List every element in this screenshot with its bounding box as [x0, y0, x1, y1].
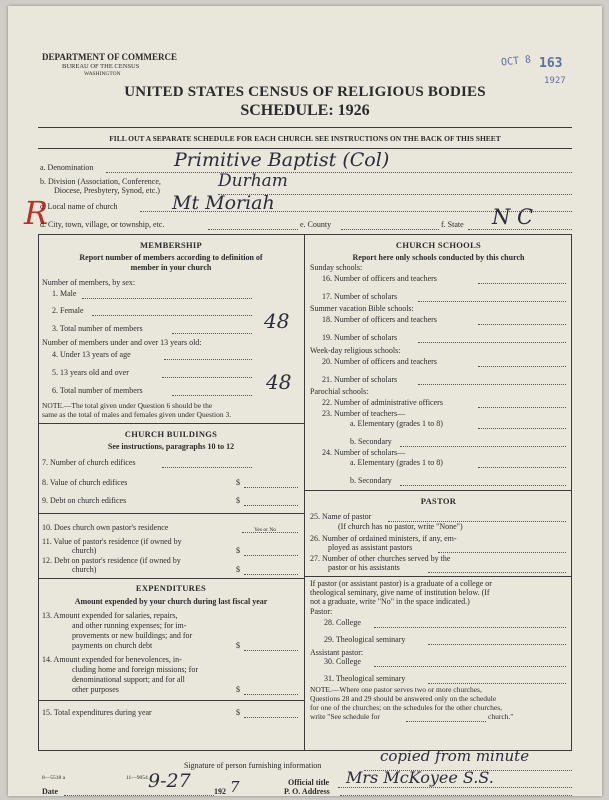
city-label: d. City, town, village, or township, etc. — [40, 220, 165, 229]
division-label: b. Division (Association, Conference, — [40, 177, 161, 186]
q29-seminary: 29. Theological seminary — [324, 635, 406, 644]
q21: 21. Number of scholars — [322, 375, 398, 384]
instruction-banner: FILL OUT A SEPARATE SCHEDULE FOR EACH CHURCH. SEE INSTRUCTIONS ON THE BACK OF THIS SHEET — [109, 134, 501, 143]
membership-intro: Report number of members according to definition of — [79, 253, 263, 262]
q11-church: church) — [72, 546, 97, 555]
buildings-heading: CHURCH BUILDINGS — [124, 429, 218, 439]
q23b: b. Secondary — [350, 437, 392, 446]
received-stamp-date: OCT 8 — [500, 54, 532, 69]
membership-note: NOTE.—The total given under Question 6 should be the — [42, 401, 213, 410]
q25-name-of-pastor: 25. Name of pastor — [310, 512, 372, 521]
q13-line-2: and other running expenses; for im- — [72, 621, 187, 630]
expenditures-heading: EXPENDITURES — [135, 583, 207, 593]
form-number: 8—5518 a — [42, 775, 66, 781]
bureau-name: BUREAU OF THE CENSUS — [62, 63, 140, 70]
local-name-value: Mt Moriah — [172, 192, 275, 214]
buildings-intro: See instructions, paragraphs 10 to 12 — [107, 442, 235, 451]
q7-edifices: 7. Number of church edifices — [42, 458, 136, 467]
q9-dollar: $ — [236, 496, 240, 505]
local-name-label: c. Local name of church — [40, 202, 118, 211]
parochial-schools-label: Parochial schools: — [310, 387, 369, 396]
q11-dollar: $ — [236, 546, 240, 555]
yes-or-no-hint: Yes or No — [254, 527, 277, 533]
q8-value-edifices: 8. Value of church edifices — [42, 478, 128, 487]
city-name: WASHINGTON — [84, 71, 121, 77]
q2-female: 2. Female — [52, 306, 84, 315]
q27: 27. Number of other churches served by the — [310, 554, 451, 563]
signature-label: Signature of person furnishing information — [184, 761, 322, 770]
q14-line-3: denominational support; and for all — [72, 675, 185, 684]
q5-13-and-over: 5. 13 years old and over — [52, 368, 129, 377]
q19: 19. Number of scholars — [322, 333, 398, 342]
q8-dollar: $ — [236, 478, 240, 487]
summer-schools-label: Summer vacation Bible schools: — [310, 304, 414, 313]
signature-value: copied from minute — [380, 747, 530, 765]
form-subtitle: SCHEDULE: 1926 — [240, 102, 370, 119]
church-schools-intro: Report here only schools conducted by this church — [352, 253, 525, 262]
state-value: N C — [492, 205, 534, 229]
graduate-intro-2: theological seminary, give name of institution below. (If — [310, 588, 490, 597]
red-check-mark: R — [24, 194, 49, 232]
q14-line-2: cluding home and foreign missions; for — [72, 665, 198, 674]
q14-dollar: $ — [236, 685, 240, 694]
q23: 23. Number of teachers— — [322, 409, 406, 418]
q25-hint: (If church has no pastor, write "None") — [338, 522, 463, 531]
weekday-schools-label: Week-day religious schools: — [310, 346, 401, 355]
q3-total-value: 48 — [264, 309, 290, 333]
q12-church: church) — [72, 565, 97, 574]
sunday-schools-label: Sunday schools: — [310, 263, 363, 272]
state-label: f. State — [441, 220, 464, 229]
q3-total: 3. Total number of members — [52, 324, 143, 333]
q24: 24. Number of scholars— — [322, 448, 406, 457]
date-label: Date — [42, 787, 58, 796]
q13-line-1: 13. Amount expended for salaries, repairs, — [42, 611, 178, 620]
pastor-note-2: Questions 28 and 29 should be answered only on the schedule — [310, 694, 497, 703]
age-intro: Number of members under and over 13 years old: — [42, 338, 202, 347]
official-title-value: Mrs McKoyee S.S. — [346, 768, 494, 787]
q22: 22. Number of administrative officers — [322, 398, 443, 407]
q24a: a. Elementary (grades 1 to 8) — [350, 458, 443, 467]
q11-value-residence: 11. Value of pastor's residence (if owned by — [42, 537, 182, 546]
q28-college: 28. College — [324, 618, 361, 627]
q31-seminary: 31. Theological seminary — [324, 674, 406, 683]
official-title-label: Official title — [288, 778, 330, 787]
q15-total-expenditures: 15. Total expenditures during year — [42, 708, 152, 717]
denomination-value: Primitive Baptist (Col) — [174, 149, 390, 171]
q13-line-4: payments on church debt — [72, 641, 153, 650]
q10-owns-residence: 10. Does church own pastor's residence — [42, 523, 169, 532]
q23a: a. Elementary (grades 1 to 8) — [350, 419, 443, 428]
po-address-label: P. O. Address — [284, 787, 330, 796]
assistant-pastor-sublabel: Assistant pastor: — [310, 648, 364, 657]
received-stamp-number: 163 — [539, 56, 563, 71]
q30-college: 30. College — [324, 657, 361, 666]
date-value: 9-27 — [148, 770, 191, 792]
year-prefix: 192 — [214, 787, 226, 796]
q13-line-3: provements or new buildings; and for — [72, 631, 193, 640]
q13-dollar: $ — [236, 641, 240, 650]
q4-under-13: 4. Under 13 years of age — [52, 350, 131, 359]
county-label: e. County — [300, 220, 332, 229]
q6-total-value: 48 — [266, 370, 292, 394]
form-title: UNITED STATES CENSUS OF RELIGIOUS BODIES — [124, 84, 486, 100]
membership-heading: MEMBERSHIP — [139, 240, 203, 250]
census-schedule-page — [8, 6, 602, 796]
pastor-note-4: write "See schedule for — [310, 712, 380, 721]
received-stamp-year: 1927 — [544, 76, 566, 86]
expenditures-intro: Amount expended by your church during last fiscal year — [74, 597, 268, 606]
pastor-note-4-end: church." — [488, 712, 514, 721]
graduate-intro: If pastor (or assistant pastor) is a graduate of a college or — [310, 579, 492, 588]
q12-debt-residence: 12. Debt on pastor's residence (if owned by — [42, 556, 181, 565]
pastor-sublabel: Pastor: — [310, 607, 333, 616]
q15-dollar: $ — [236, 708, 240, 717]
pastor-heading: PASTOR — [420, 496, 457, 506]
q14-line-1: 14. Amount expended for benevolences, in- — [42, 655, 182, 664]
q6-total: 6. Total number of members — [52, 386, 143, 395]
q26: 26. Number of ordained ministers, if any, em- — [310, 534, 457, 543]
q27-line-2: pastor or his assistants — [328, 563, 400, 572]
q16: 16. Number of officers and teachers — [322, 274, 437, 283]
q9-debt-edifices: 9. Debt on church edifices — [42, 496, 127, 505]
church-schools-heading: CHURCH SCHOOLS — [395, 240, 482, 250]
form-number-2: 11—9054 — [126, 775, 148, 781]
q18: 18. Number of officers and teachers — [322, 315, 437, 324]
pastor-note: NOTE.—Where one pastor serves two or more churches, — [310, 685, 482, 694]
division-label-line2: Diocese, Presbytery, Synod, etc.) — [54, 186, 160, 195]
q1-male: 1. Male — [52, 289, 77, 298]
department-name: DEPARTMENT OF COMMERCE — [42, 52, 178, 62]
q14-line-4: other purposes — [72, 685, 119, 694]
q17: 17. Number of scholars — [322, 292, 398, 301]
q12-dollar: $ — [236, 565, 240, 574]
q20: 20. Number of officers and teachers — [322, 357, 437, 366]
division-value: Durham — [218, 171, 288, 191]
pastor-note-3: for one of the churches; on the schedules for the other churches, — [310, 703, 503, 712]
q26-line-2: ployed as assistant pastors — [328, 543, 413, 552]
membership-intro-2: member in your church — [130, 263, 212, 272]
graduate-intro-3: not a graduate, write "No" in the space indicated.) — [310, 597, 470, 606]
year-value: 7 — [230, 778, 240, 796]
membership-note-2: same as the total of males and females given under Question 3. — [42, 410, 232, 419]
by-sex-label: Number of members, by sex: — [42, 278, 136, 287]
denomination-label: a. Denomination — [40, 163, 94, 172]
q24b: b. Secondary — [350, 476, 392, 485]
